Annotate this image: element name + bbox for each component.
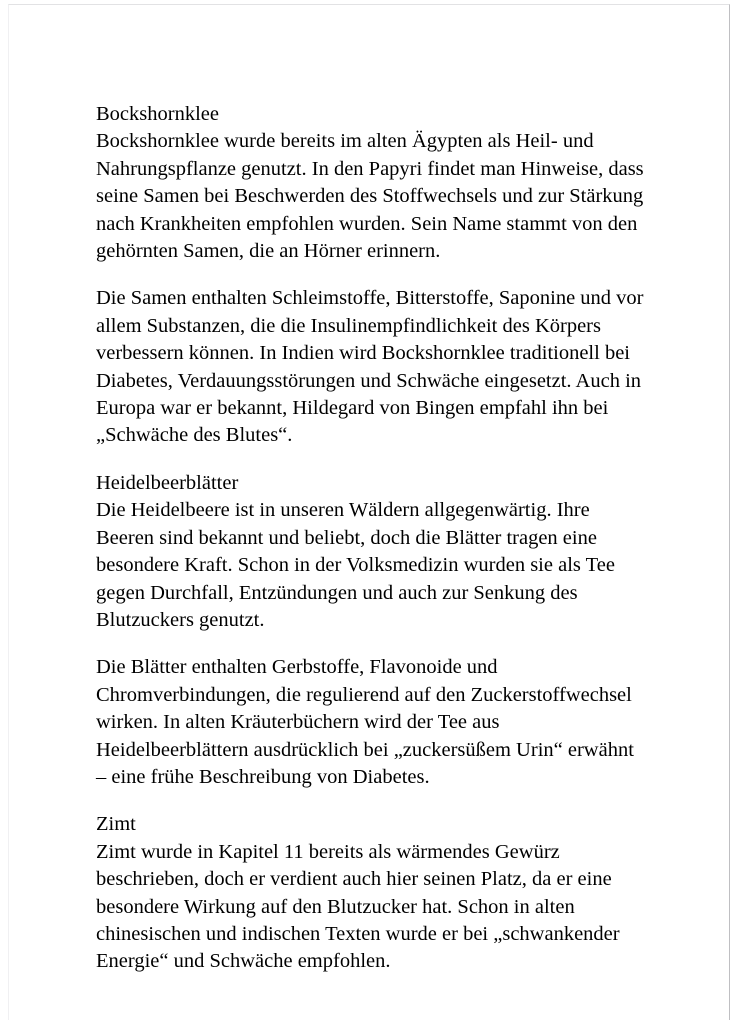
section-heading-bockshornklee: Bockshornklee xyxy=(96,103,219,125)
page-sheet xyxy=(8,4,730,1020)
paragraph-heidelbeerblaetter-2: Die Blätter enthalten Gerbstoffe, Flavonoide und Chromverbindungen, die regulierend auf den Zuckerstoffwechsel wirken. In alten Kräuterbüchern wird der Tee aus Heidelbeerblättern ausdrücklich bei „zuckersüßem Urin“ erwähnt – eine frühe Beschreibung von Diabetes. xyxy=(96,656,634,788)
paragraph-zimt-1: Zimt wurde in Kapitel 11 bereits als wärmendes Gewürz beschrieben, doch er verdient auch hier seinen Platz, da er eine besondere Wirkung auf den Blutzucker hat. Schon in alten chinesischen und indischen Texten wurde er bei „schwankender Energie“ und Schwäche empfohlen. xyxy=(96,840,620,973)
paragraph-bockshornklee-2: Die Samen enthalten Schleimstoffe, Bitterstoffe, Saponine und vor allem Substanzen, die die Insulinempfindlichkeit des Körpers verbessern können. In Indien wird Bockshornklee traditionell bei Diabetes, Verdauungsstörungen und Schwäche eingesetzt. Auch in Europa war er bekannt, Hildegard von Bingen empfahl ihn bei „Schwäche des Blutes“. xyxy=(96,287,644,447)
section-bockshornklee xyxy=(96,101,644,450)
document-text-column xyxy=(96,101,644,976)
section-heading-zimt: Zimt xyxy=(96,813,136,836)
paragraph-bockshornklee-1: Bockshornklee wurde bereits im alten Ägypten als Heil- und Nahrungspflanze genutzt. In den Papyri findet man Hinweise, dass seine Samen bei Beschwerden des Stoffwechsels und zur Stärkung nach Krankheiten empfohlen wurden. Sein Name stammt von den gehörnten Samen, die an Hörner erinnern. xyxy=(96,130,644,263)
paragraph-heidelbeerblaetter-1: Die Heidelbeere ist in unseren Wäldern allgegenwärtig. Ihre Beeren sind bekannt und beliebt, doch die Blätter tragen eine besondere Kraft. Schon in der Volksmedizin wurden sie als Tee gegen Durchfall, Entzündungen und auch zur Senkung des Blutzuckers genutzt. xyxy=(96,499,615,631)
section-zimt xyxy=(96,811,644,975)
section-heading-heidelbeerblaetter: Heidelbeerblätter xyxy=(96,471,239,494)
section-heidelbeerblaetter xyxy=(96,470,644,791)
